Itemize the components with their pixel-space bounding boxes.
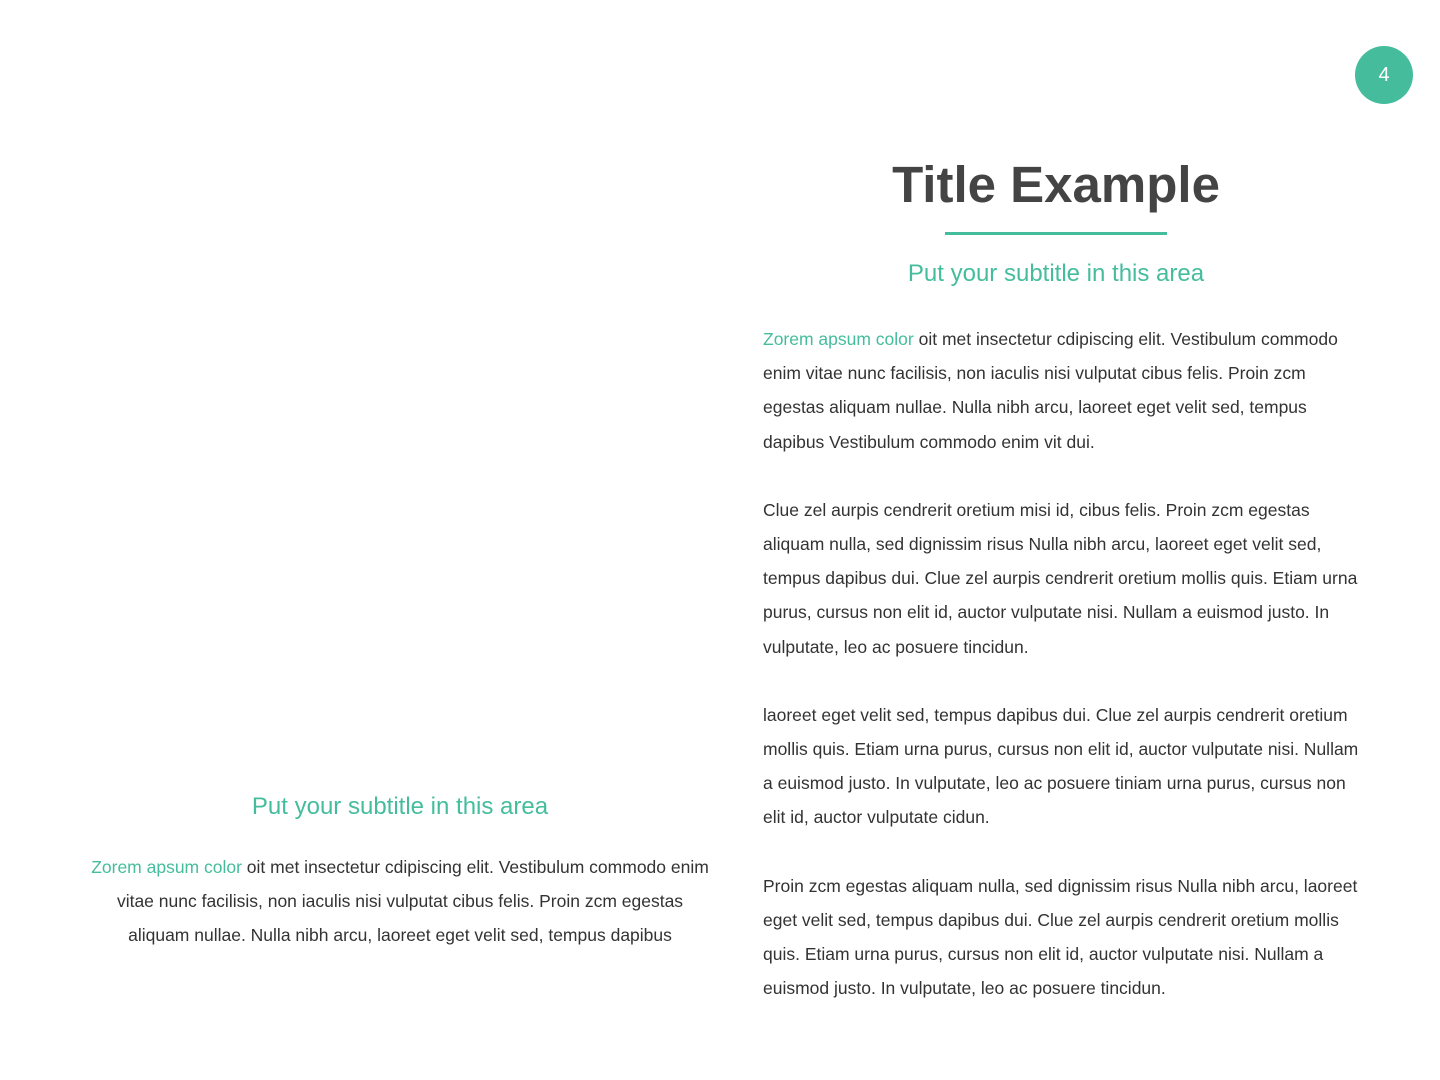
left-subtitle: Put your subtitle in this area	[251, 793, 549, 820]
right-body-text	[763, 322, 1368, 1039]
title-divider	[945, 232, 1167, 235]
page-title: Title Example	[892, 156, 1220, 213]
page-number-badge: 4	[1355, 46, 1413, 104]
left-paragraph-text: oit met insectetur cdipiscing elit. Vestibulum commodo enim vitae nunc facilisis, non iaculis nisi vulputat cibus felis. Proin zcm egestas aliquam nullae. Nulla nibh arcu, laoreet eget velit sed, tempus dapibus	[116, 857, 709, 946]
right-paragraph-1-text: oit met insectetur cdipiscing elit. Vestibulum commodo enim vitae nunc facilisis, non iaculis nisi vulputat cibus felis. Proin zcm egestas aliquam nullae. Nulla nibh arcu, laoreet eget velit sed, tempus dapibus Vestibulum commodo enim vit dui.	[763, 329, 1338, 452]
right-subtitle: Put your subtitle in this area	[907, 260, 1205, 287]
right-paragraph-3: laoreet eget velit sed, tempus dapibus dui. Clue zel aurpis cendrerit oretium mollis quis. Etiam urna purus, cursus non elit id, auctor vulputate nisi. Nullam a euismod justo. In vulputate, leo ac posuere tiniam urna purus, cursus non elit id, auctor vulputate cidun.	[763, 704, 1359, 828]
right-paragraph-1	[763, 322, 1368, 459]
left-paragraph	[90, 850, 710, 953]
left-paragraph-highlight: Zorem apsum color	[91, 857, 242, 877]
right-paragraph-1-highlight: Zorem apsum color	[763, 329, 914, 349]
right-paragraph-4: Proin zcm egestas aliquam nulla, sed dignissim risus Nulla nibh arcu, laoreet eget velit sed, tempus dapibus dui. Clue zel aurpis cendrerit oretium mollis quis. Etiam urna purus, cursus non elit id, auctor vulputate nisi. Nullam a euismod justo. In vulputate, leo ac posuere tincidun.	[763, 875, 1358, 999]
right-paragraph-2: Clue zel aurpis cendrerit oretium misi id, cibus felis. Proin zcm egestas aliquam nulla, sed dignissim risus Nulla nibh arcu, laoreet eget velit sed, tempus dapibus dui. Clue zel aurpis cendrerit oretium mollis quis. Etiam urna purus, cursus non elit id, auctor vulputate nisi. Nullam a euismod justo. In vulputate, leo ac posuere tincidun.	[763, 499, 1358, 657]
